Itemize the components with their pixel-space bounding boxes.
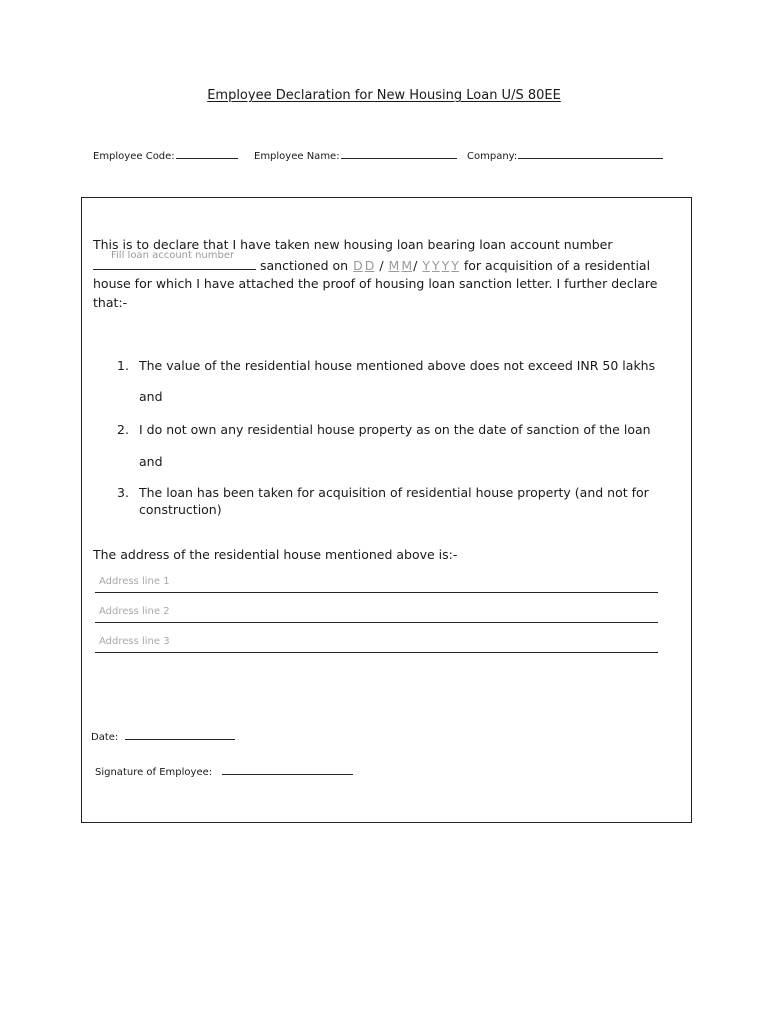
item-number: 2. [117,422,129,437]
day-digit[interactable]: D [364,257,375,273]
month-digit[interactable]: M [401,257,413,273]
address-line-1-placeholder: Address line 1 [99,576,170,587]
employee-name-field [254,148,457,162]
date-field [91,729,235,743]
address-line-2-placeholder: Address line 2 [99,606,170,617]
year-digit[interactable]: Y [431,257,440,273]
list-item [117,357,677,375]
company-field [467,148,663,162]
item-number: 1. [117,358,129,373]
item-number: 3. [117,485,129,500]
item-text: I do not own any residential house property as on the date of sanction of the loan [139,422,651,437]
date-separator: / [379,257,384,273]
date-label: Date: [91,732,119,743]
item-text: The loan has been taken for acquisition of residential house property (and not for construction) [139,485,649,517]
signature-blank[interactable] [222,764,353,775]
address-label: The address of the residential house mentioned above is:- [93,547,458,562]
address-line-1-field[interactable] [95,576,658,593]
signature-label: Signature of Employee: [95,767,213,778]
employee-code-label: Employee Code: [93,151,175,162]
date-blank[interactable] [125,729,235,740]
sanctioned-on-text: sanctioned on [259,257,349,273]
year-digit[interactable]: Y [451,257,459,273]
signature-field [95,764,353,778]
loan-account-field[interactable] [93,249,256,270]
declaration-continuation: for acquisition of a residential house for which I have attached the proof of housing loan sanction letter. I further declare that:- [93,257,658,310]
item-text: The value of the residential house mentioned above does not exceed INR 50 lakhs [139,358,656,373]
year-digit[interactable]: Y [422,257,430,273]
employee-name-blank[interactable] [341,148,457,159]
month-digit[interactable]: M [388,257,400,273]
company-label: Company: [467,151,518,162]
sanction-date-field[interactable] [352,258,460,273]
declaration-intro: This is to declare that I have taken new housing loan bearing loan account number [93,237,613,252]
year-digit[interactable]: Y [441,257,450,273]
date-separator: / [413,257,418,273]
employee-name-label: Employee Name: [254,151,340,162]
address-line-2-field[interactable] [95,606,658,623]
document-title: Employee Declaration for New Housing Loan U/S 80EE [207,88,561,103]
loan-account-placeholder: Fill loan account number [111,249,235,261]
address-line-3-field[interactable] [95,636,658,653]
employee-code-field [93,148,238,162]
and-connector: and [139,389,163,404]
company-blank[interactable] [518,148,663,159]
declaration-paragraph [93,236,673,312]
day-digit[interactable]: D [353,257,363,273]
list-item [117,421,677,439]
employee-code-blank[interactable] [176,148,238,159]
address-line-3-placeholder: Address line 3 [99,636,170,647]
list-item [117,484,677,520]
declaration-box [81,197,692,823]
and-connector: and [139,454,163,469]
